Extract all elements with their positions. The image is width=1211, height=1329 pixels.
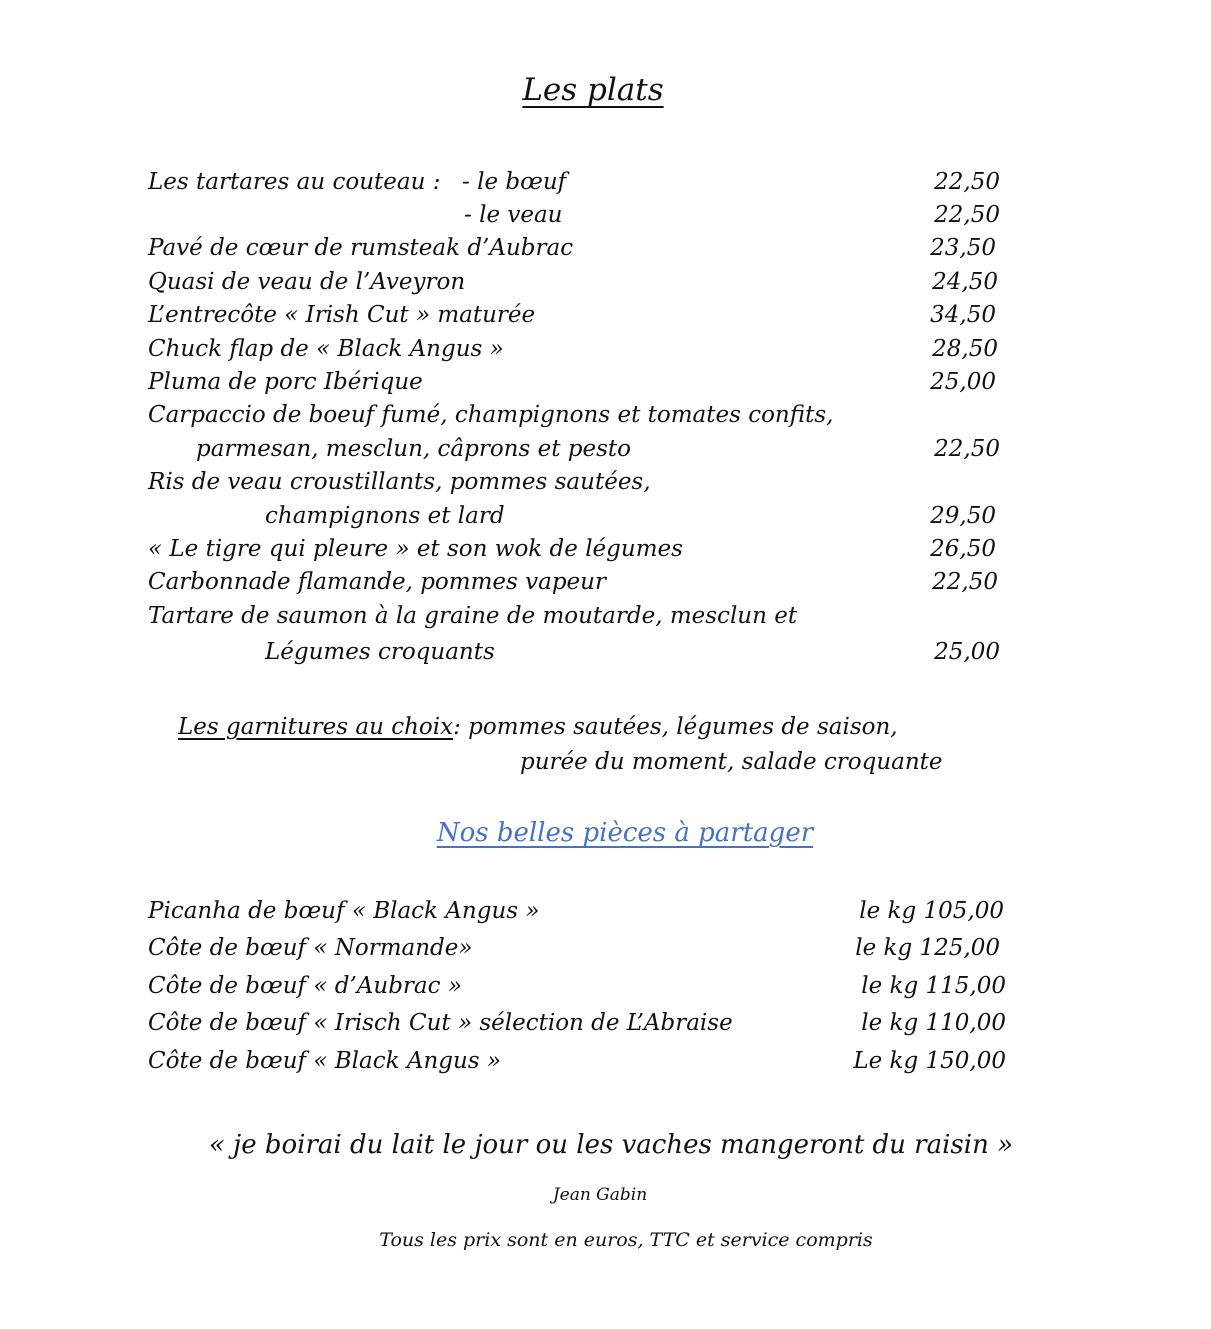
dish-name: Carbonnade flamande, pommes vapeur xyxy=(148,569,606,595)
sharing-title: Nos belles pièces à partager xyxy=(436,818,814,848)
dish-price: 28,50 xyxy=(932,336,998,362)
sharing-item-name: Picanha de bœuf « Black Angus » xyxy=(148,898,540,924)
dish-name: Quasi de veau de l’Aveyron xyxy=(148,269,466,295)
dish-description: parmesan, mesclun, câprons et pesto xyxy=(196,436,631,462)
sharing-item-price: Le kg 150,00 xyxy=(853,1048,1006,1074)
dish-price: 25,00 xyxy=(934,639,1000,665)
dish-description: champignons et lard xyxy=(265,503,505,529)
dish-price: 22,50 xyxy=(932,569,998,595)
dish-price: 23,50 xyxy=(930,235,996,261)
sharing-item-price: le kg 125,00 xyxy=(855,935,1000,961)
dish-name: Pavé de cœur de rumsteak d’Aubrac xyxy=(148,235,574,261)
dish-price: 29,50 xyxy=(930,503,996,529)
dish-name: L’entrecôte « Irish Cut » maturée xyxy=(148,302,536,328)
dish-name: « Le tigre qui pleure » et son wok de légumes xyxy=(148,536,683,562)
dish-name: Pluma de porc Ibérique xyxy=(148,369,423,395)
garnitures xyxy=(178,713,898,741)
dish-price: 26,50 xyxy=(930,536,996,562)
page-title: Les plats xyxy=(522,72,664,108)
sharing-item-name: Côte de bœuf « Normande» xyxy=(148,935,473,961)
sharing-item-price: le kg 105,00 xyxy=(859,898,1004,924)
dish-price: 24,50 xyxy=(932,269,998,295)
sharing-item-name: Côte de bœuf « Irisch Cut » sélection de L’Abraise xyxy=(148,1010,733,1036)
garnitures-options-cont: purée du moment, salade croquante xyxy=(520,749,943,775)
sharing-item-price: le kg 110,00 xyxy=(861,1010,1006,1036)
dish-description: Légumes croquants xyxy=(265,639,495,665)
price-note: Tous les prix sont en euros, TTC et service compris xyxy=(379,1229,873,1251)
dish-price: 22,50 xyxy=(934,436,1000,462)
garnitures-options: : pommes sautées, légumes de saison, xyxy=(453,714,898,740)
dish-name: Ris de veau croustillants, pommes sautées, xyxy=(148,469,651,495)
dish-price: 25,00 xyxy=(930,369,996,395)
quote: « je boirai du lait le jour ou les vaches mangeront du raisin » xyxy=(208,1130,1014,1160)
sharing-item-name: Côte de bœuf « d’Aubrac » xyxy=(148,973,462,999)
garnitures-label: Les garnitures au choix xyxy=(178,714,454,740)
dish-name: Les tartares au couteau : xyxy=(148,169,441,195)
dish-price: 22,50 xyxy=(934,202,1000,228)
dish-variant: - le veau xyxy=(464,202,563,228)
dish-price: 22,50 xyxy=(934,169,1000,195)
dish-variant: - le bœuf xyxy=(462,169,567,195)
sharing-item-price: le kg 115,00 xyxy=(861,973,1006,999)
dish-price: 34,50 xyxy=(930,302,996,328)
sharing-item-name: Côte de bœuf « Black Angus » xyxy=(148,1048,501,1074)
quote-author: Jean Gabin xyxy=(552,1185,648,1205)
dish-name: Chuck flap de « Black Angus » xyxy=(148,336,504,362)
dish-name: Carpaccio de boeuf fumé, champignons et tomates confits, xyxy=(148,402,834,428)
dish-name: Tartare de saumon à la graine de moutarde, mesclun et xyxy=(148,603,798,629)
